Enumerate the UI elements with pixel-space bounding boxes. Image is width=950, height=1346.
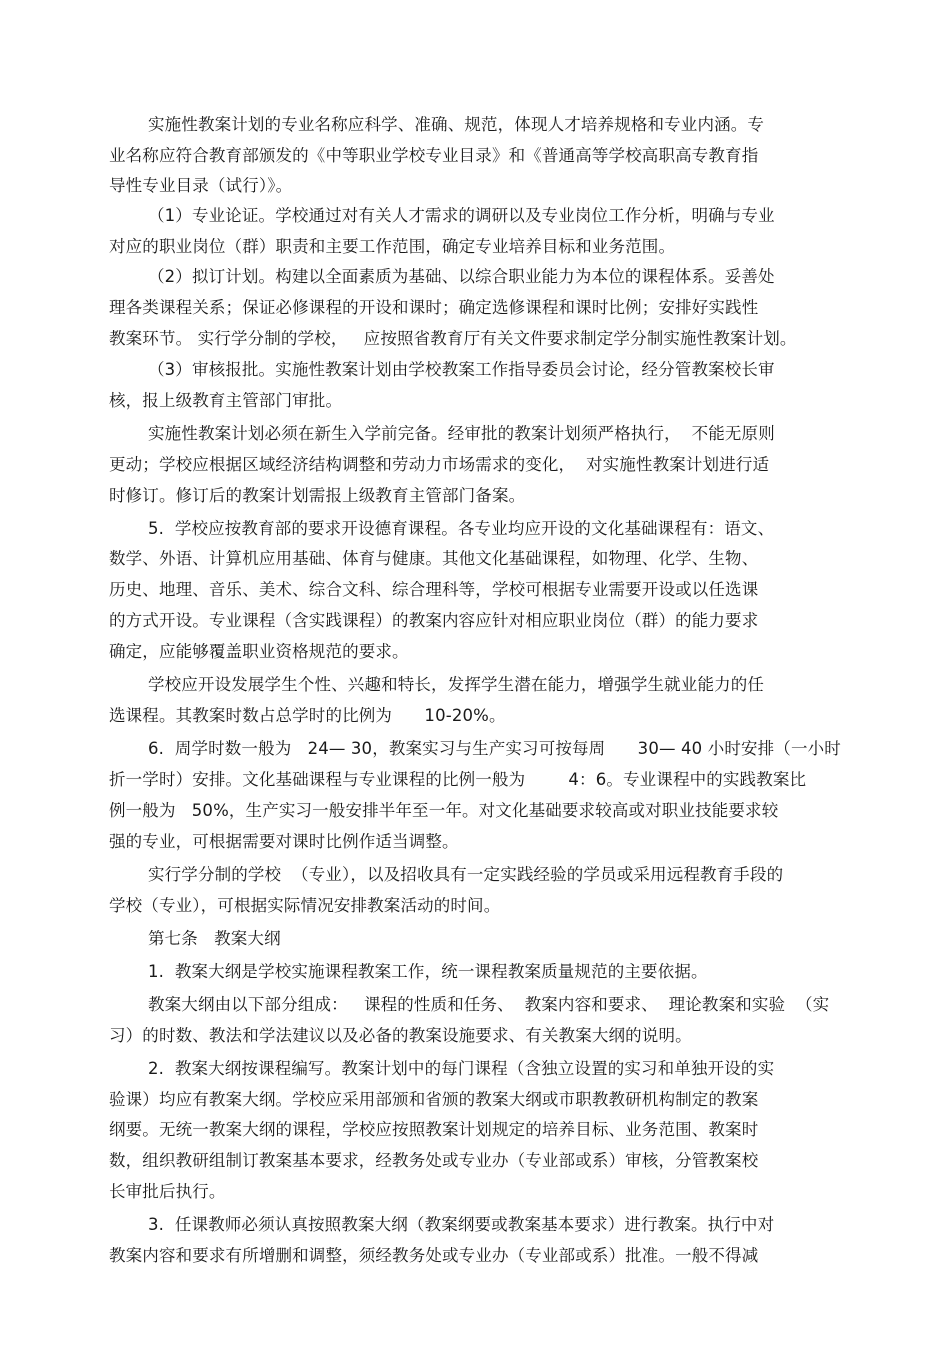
text-line: 3. 任课教师必须认真按照教案大纲（教案纲要或教案基本要求）进行教案。执行中对 — [148, 1215, 775, 1234]
section-heading: 第七条 教案大纲 — [148, 929, 281, 948]
text-line: 历史、地理、音乐、美术、综合文科、综合理科等，学校可根据专业需要开设或以任选课 — [109, 580, 759, 599]
text-line: 对应的职业岗位（群）职责和主要工作范围，确定专业培养目标和业务范围。 — [109, 237, 676, 256]
text-line: 折一学时）安排。文化基础课程与专业课程的比例一般为 4：6。专业课程中的实践教案比 — [109, 770, 807, 789]
text-line: 习）的时数、教法和学法建议以及必备的教案设施要求、有关教案大纲的说明。 — [109, 1026, 692, 1045]
text-line: 教案环节。 实行学分制的学校， 应按照省教育厅有关文件要求制定学分制实施性教案计划。 — [109, 329, 797, 348]
text-line: 1. 教案大纲是学校实施课程教案工作，统一课程教案质量规范的主要依据。 — [148, 962, 708, 981]
text-line: 实行学分制的学校 （专业），以及招收具有一定实践经验的学员或采用远程教育手段的 — [148, 865, 784, 884]
text-line: 长审批后执行。 — [109, 1182, 226, 1201]
text-line: 强的专业，可根据需要对课时比例作适当调整。 — [109, 832, 459, 851]
text-line: 业名称应符合教育部颁发的《中等职业学校专业目录》和《普通高等学校高职高专教育指 — [109, 146, 759, 165]
text-line: 确定，应能够覆盖职业资格规范的要求。 — [109, 642, 409, 661]
text-line: 的方式开设。专业课程（含实践课程）的教案内容应针对相应职业岗位（群）的能力要求 — [109, 611, 759, 630]
text-line: 实施性教案计划必须在新生入学前完备。经审批的教案计划须严格执行， 不能无原则 — [148, 424, 775, 443]
text-line: 2. 教案大纲按课程编写。教案计划中的每门课程（含独立设置的实习和单独开设的实 — [148, 1059, 775, 1078]
text-line: 5. 学校应按教育部的要求开设德育课程。各专业均应开设的文化基础课程有：语文、 — [148, 519, 775, 538]
text-line: 选课程。其教案时数占总学时的比例为 10-20%。 — [109, 706, 506, 725]
text-line: 实施性教案计划的专业名称应科学、准确、规范，体现人才培养规格和专业内涵。专 — [148, 115, 765, 134]
text-line: 验课）均应有教案大纲。学校应采用部颁和省颁的教案大纲或市职教教研机构制定的教案 — [109, 1090, 759, 1109]
text-line: 核，报上级教育主管部门审批。 — [109, 391, 343, 410]
text-line: 教案大纲由以下部分组成： 课程的性质和任务、 教案内容和要求、 理论教案和实验 （实 — [148, 995, 830, 1014]
text-line: 理各类课程关系；保证必修课程的开设和课时；确定选修课程和课时比例；安排好实践性 — [109, 298, 759, 317]
text-line: 教案内容和要求有所增删和调整，须经教务处或专业办（专业部或系）批准。一般不得减 — [109, 1246, 759, 1265]
text-line: 学校应开设发展学生个性、兴趣和特长，发挥学生潜在能力，增强学生就业能力的任 — [148, 675, 765, 694]
text-line: 学校（专业），可根据实际情况安排教案活动的时间。 — [109, 896, 501, 915]
text-line: 数，组织教研组制订教案基本要求，经教务处或专业办（专业部或系）审核，分管教案校 — [109, 1151, 759, 1170]
text-line: （2）拟订计划。构建以全面素质为基础、以综合职业能力为本位的课程体系。妥善处 — [148, 267, 775, 286]
text-line: 更动；学校应根据区域经济结构调整和劳动力市场需求的变化， 对实施性教案计划进行适 — [109, 455, 770, 474]
text-line: （1）专业论证。学校通过对有关人才需求的调研以及专业岗位工作分析，明确与专业 — [148, 206, 775, 225]
text-line: 6. 周学时数一般为 24— 30，教案实习与生产实习可按每周 30— 40 小时安排（一小时 — [148, 739, 841, 758]
text-line: 数学、外语、计算机应用基础、体育与健康。其他文化基础课程，如物理、化学、生物、 — [109, 549, 759, 568]
text-line: 纲要。无统一教案大纲的课程，学校应按照教案计划规定的培养目标、业务范围、教案时 — [109, 1120, 759, 1139]
text-line: （3）审核报批。实施性教案计划由学校教案工作指导委员会讨论，经分管教案校长审 — [148, 360, 775, 379]
text-line: 导性专业目录（试行）》。 — [109, 176, 293, 195]
text-line: 例一般为 50%，生产实习一般安排半年至一年。对文化基础要求较高或对职业技能要求较 — [109, 801, 779, 820]
text-line: 时修订。修订后的教案计划需报上级教育主管部门备案。 — [109, 486, 526, 505]
